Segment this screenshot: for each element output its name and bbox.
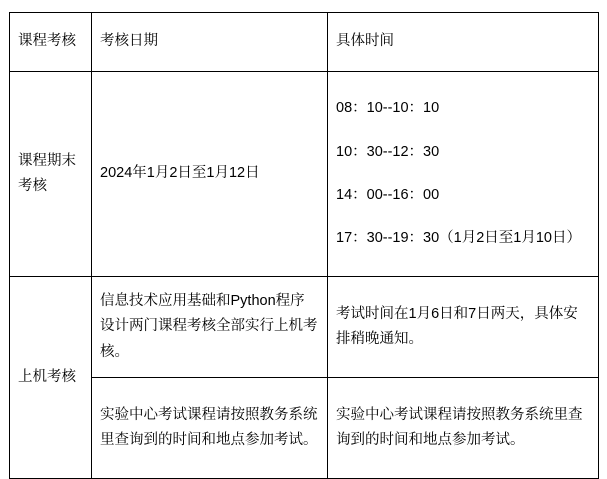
- table-row: [10, 277, 599, 378]
- computer-exam-note-1: 考试时间在1月6日和7日两天，具体安排稍晚通知。: [328, 277, 599, 378]
- column-header-exam-date: 考核日期: [92, 13, 328, 72]
- exam-schedule-table: [9, 12, 599, 479]
- time-slot-4: 17：30--19：30（1月2日至1月10日）: [336, 230, 581, 247]
- table-row: [10, 378, 599, 479]
- column-header-course-exam: 课程考核: [10, 13, 92, 72]
- row-label-computer-exam: 上机考核: [10, 277, 92, 479]
- computer-exam-note-2: 实验中心考试课程请按照教务系统里查询到的时间和地点参加考试。: [328, 378, 599, 479]
- final-exam-date: 2024年1月2日至1月12日: [92, 72, 328, 277]
- table-header-row: [10, 13, 599, 72]
- time-slot-2: 10：30--12：30: [336, 143, 440, 160]
- column-header-specific-time: 具体时间: [328, 13, 599, 72]
- time-slot-1: 08：10--10：10: [336, 100, 440, 117]
- final-exam-time-list: [328, 72, 599, 277]
- computer-exam-detail-2: 实验中心考试课程请按照教务系统里查询到的时间和地点参加考试。: [92, 378, 328, 479]
- table-row: [10, 72, 599, 277]
- time-slot-3: 14：00--16：00: [336, 187, 440, 203]
- row-label-final-exam: 课程期末考核: [10, 72, 92, 277]
- computer-exam-detail-1: 信息技术应用基础和Python程序设计两门课程考核全部实行上机考核。: [92, 277, 328, 378]
